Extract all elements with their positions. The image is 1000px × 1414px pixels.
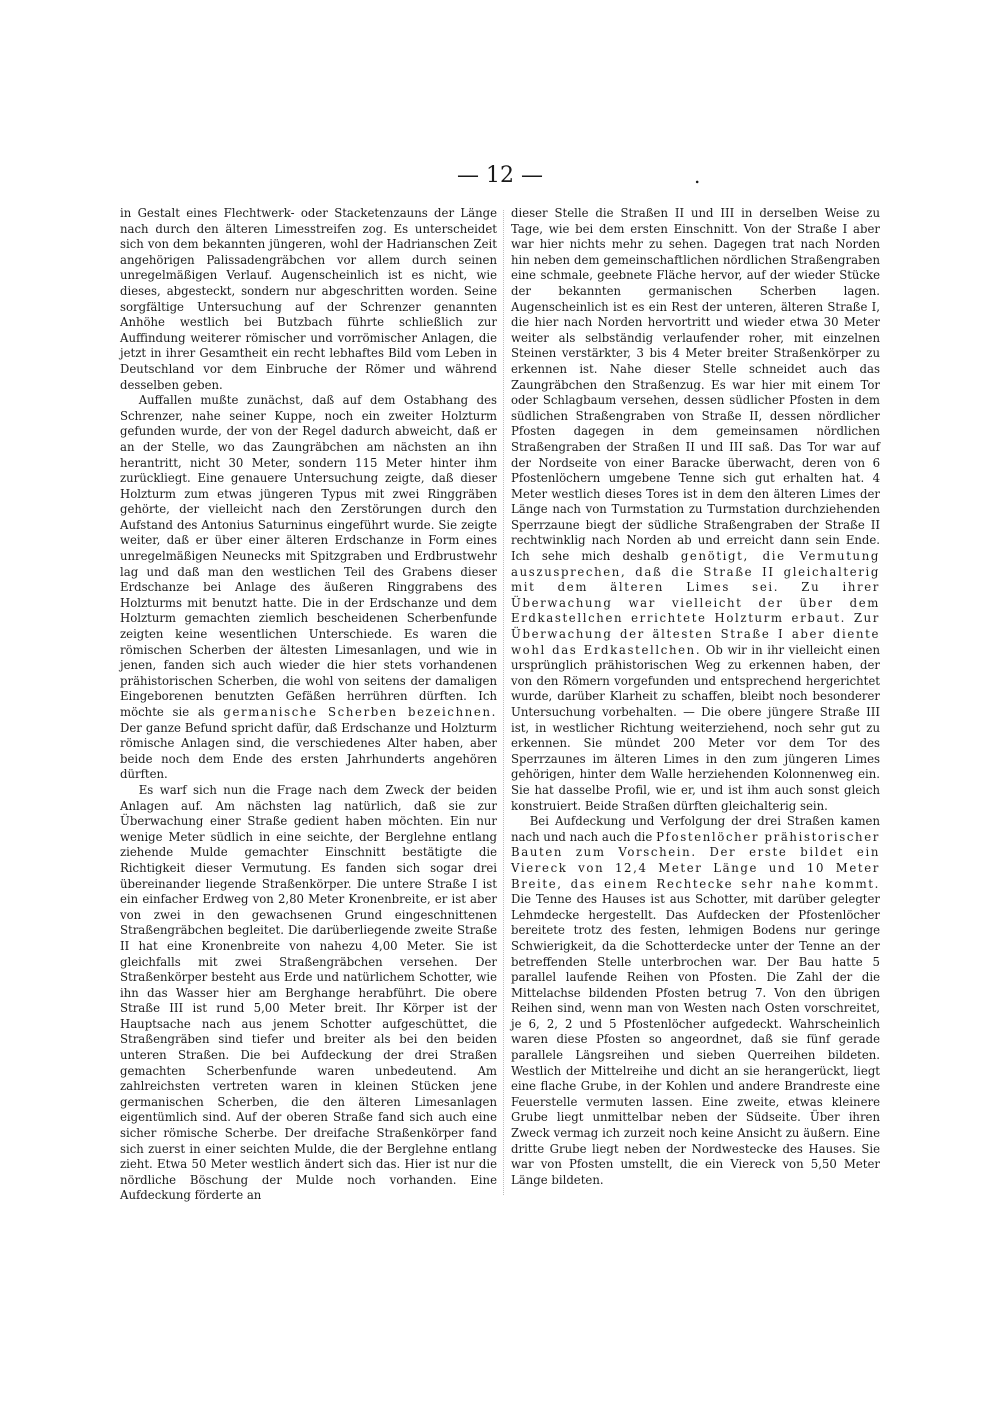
column-divider (503, 210, 504, 1195)
paragraph-text: Auffallen mußte zunächst, daß auf dem Ostabhang des Schrenzer, nahe seiner Kuppe, noch ein zweiter Holzturm gefunden wurde, der von der Regel dadurch abweicht, daß er an der Stelle, wo das Zaungräbchen am nächsten an ihn herantritt, nicht 30 Meter, sondern 115 Meter hinter ihm zurückliegt. Eine genauere Untersuchung zeigte, daß dieser Holzturm zum etwas jüngeren Typus mit zwei Ringgräben gehörte, der vielleicht nach den Zerstörungen durch den Aufstand des Antonius Saturninus eingeführt wurde. Sie zeigte weiter, daß er über einer älteren Erdschanze in Form eines unregelmäßigen Neunecks mit Spitzgraben und Erdbrustwehr lag und daß man den westlichen Teil des Grabens dieser Erdschanze bei Anlage des äußeren Ringgrabens des Holzturms mit benutzt hatte. Die in der Erdschanze und dem Holzturm gemachten ziemlich bescheidenen Scherbenfunde zeigten keine wesentlichen Unterschiede. Es waren die römischen Scherben der ältesten Limesanlagen, und wie in jenen, fanden sich auch wieder die hier stets vorhandenen prähistorischen Scherben, die wohl von seitens der damaligen Eingeborenen benutzten Gefäßen herrühren dürften. Ich möchte sie als (120, 393, 497, 719)
paragraph-text: Bei Aufdeckung und Verfolgung der drei Straßen kamen nach und nach auch die (511, 814, 880, 844)
spaced-emphasis: Pfostenlöcher prähistorischer Bauten zum Vorschein. Der erste bildet ein Viereck von 12,4 Meter Länge und 10 Meter Breite, das einem Rechtecke sehr nahe kommt. (511, 829, 880, 891)
paragraph-text: dieser Stelle die Straßen II und III in derselben Weise zu Tage, wie bei dem ersten Einschnitt. Von der Straße I aber war hier nichts mehr zu sehen. Dagegen trat nach Norden hin neben dem gemeinschaftlichen nördlichen Straßengraben eine schmale, geebnete Fläche hervor, auf der wieder Stücke der bekannten germanischen Scherben lagen. Augenscheinlich ist es ein Rest der unteren, älteren Straße I, die hier nach Norden hervortritt und wieder etwa 30 Meter weiter als selbständig verlaufender roher, mit einzelnen Steinen verstärkter, 3 bis 4 Meter breiter Straßenkörper zu erkennen ist. Nahe dieser Stelle schneidet auch das Zaungräbchen den Straßenzug. Es war hier mit einem Tor oder Schlagbaum versehen, dessen südlicher Pfosten in dem südlichen Straßengraben von Straße II, dessen nördlicher Pfosten dagegen in dem gemeinsamen nördlichen Straßengraben der Straßen II und III saß. Das Tor war auf der Nordseite von einer Baracke überwacht, deren von 6 Pfostenlöchern umgebene Tenne sich gut erhalten hat. 4 Meter westlich dieses Tores ist in dem den älteren Limes der Länge nach von Turmstation zu Turmstation durchziehenden Sperrzaune biegt der südliche Straßengraben der Straße II rechtwinklig nach Norden ab und erreicht dann sein Ende. Ich sehe mich deshalb (511, 206, 880, 564)
text-column-left (120, 206, 497, 1208)
paragraph: in Gestalt eines Flechtwerk- oder Stacketenzauns der Länge nach durch den älteren Limesstreifen zog. Es unterscheidet sich von dem bekannten jüngeren, wohl der Hadrianschen Zeit angehörigen Palissadengräbchen vor allem durch seinen unregelmäßigen Verlauf. Augenscheinlich ist es nicht, wie dieses, abgesteckt, sondern nur abgeschritten worden. Seine sorgfältige Untersuchung auf der Schrenzer genannten Anhöhe westlich bei Butzbach führte schließlich zur Auffindung weiterer römischer und vorrömischer Anlagen, die jetzt in ihrer Gesamtheit ein recht lebhaftes Bild vom Leben in Deutschland vor dem Einbruche der Römer und während desselben geben. (120, 206, 497, 392)
text-column-right (511, 206, 880, 1208)
paragraph: Es warf sich nun die Frage nach dem Zweck der beiden Anlagen auf. Am nächsten lag natürlich, daß sie zur Überwachung einer Straße gedient haben möchten. Ein nur wenige Meter südlich in eine seichte, der Berglehne entlang ziehende Mulde gemachter Einschnitt bestätigte die Richtigkeit dieser Vermutung. Es fanden sich sogar drei übereinander liegende Straßenkörper. Die untere Straße I ist ein einfacher Erdweg von 2,80 Meter Kronenbreite, er ist aber von zwei in den gewachsenen Grund eingeschnittenen Straßengräbchen begleitet. Die darüberliegende zweite Straße II hat eine Kronenbreite von nahezu 4,00 Meter. Sie ist gleichfalls mit zwei Straßengräbchen versehen. Der Straßenkörper besteht aus Erde und natürlichem Schotter, wie ihn das Wasser hier am Berghange herabführt. Die obere Straße III ist rund 5,00 Meter breit. Ihr Körper ist der Hauptsache nach aus jenem Schotter aufgeschüttet, die Straßengräben sind tiefer und breiter als bei den beiden unteren Straßen. Die bei Aufdeckung der drei Straßen gemachten Scherbenfunde waren unbedeutend. Am zahlreichsten vertreten waren in kleinen Stücken jene germanischen Scherben, die den älteren Limesanlagen eigentümlich sind. Auf der oberen Straße fand sich auch eine sicher römische Scherbe. Der dreifache Straßenkörper fand sich zuerst in einer seichten Mulde, die der Berglehne entlang zieht. Etwa 50 Meter westlich ändert sich das. Hier ist nur die nördliche Böschung der Mulde noch vorhanden. Eine Aufdeckung förderte an (120, 782, 497, 1203)
spaced-emphasis: germanische Scherben bezeichnen. (223, 705, 497, 719)
paragraph-text: Der ganze Befund spricht dafür, daß Erdschanze und Holzturm römische Anlagen sind, die verschiedenes Alter haben, aber beide noch dem Ende des ersten Jahrhunderts angehören dürften. (120, 720, 497, 782)
spaced-emphasis: genötigt, die Vermutung auszusprechen, daß die Straße II gleichalterig mit dem älteren Limes sei. Zu ihrer Überwachung war vielleicht der über dem Erdkastellchen errichtete Holzturm erbaut. Zur Überwachung der ältesten Straße I aber diente wohl das Erdkastellchen. (511, 549, 880, 657)
page-mark: . (694, 164, 701, 188)
paragraph-text: Ob wir in ihr vielleicht einen ursprünglich prähistorischen Weg zu erkennen haben, der von den Römern vorgefunden und entsprechend hergerichtet wurde, darüber Klarheit zu schaffen, bleibt noch besonderer Untersuchung vorbehalten. — Die obere jüngere Straße III ist, in westlicher Richtung weiterziehend, noch sehr gut zu erkennen. Sie mündet 200 Meter vor dem Tor des Sperrzaunes im älteren Limes in den zum jüngeren Limes gehörigen, hinter dem Walle herziehenden Kolonnenweg ein. Sie hat dasselbe Profil, wie er, und ist ihm auch sonst gleich konstruiert. Beide Straßen dürften gleichalterig sein. (511, 642, 881, 813)
paragraph (511, 814, 880, 1188)
paragraph (120, 393, 497, 783)
paragraph-text: Die Tenne des Hauses ist aus Schotter, mit darüber gelegter Lehmdecke hergestellt. Das Aufdecken der Pfostenlöcher bereitete trotz des festen, lehmigen Bodens nur geringe Schwierigkeit, da die Schotterdecke unter der Tenne an der betreffenden Stelle unterbrochen war. Der Bau hatte 5 parallel laufende Reihen von Pfosten. Die Zahl der die Mittelachse bildenden Pfosten betrug 7. Von den übrigen Reihen sind, wenn man von Westen nach Osten vorschreitet, je 6, 2, 2 und 5 Pfostenlöcher aufgedeckt. Wahrscheinlich waren diese Pfosten so angeordnet, daß sie fünf gerade parallele Längsreihen und sieben Querreihen bildeten. Westlich der Mittelreihe und dicht an sie herangerückt, liegt eine flache Grube, in der Kohlen und andere Brandreste eine Feuerstelle vermuten lassen. Eine zweite, etwas kleinere Grube liegt unmittelbar neben der Südseite. Über ihren Zweck vermag ich zurzeit noch keine Ansicht zu äußern. Eine dritte Grube liegt neben der Nordwestecke des Hauses. Sie war von Pfosten umstellt, die ein Viereck von 5,50 Meter Länge bildeten. (511, 892, 880, 1187)
page-number: — 12 — (457, 163, 543, 188)
paragraph (511, 206, 880, 814)
